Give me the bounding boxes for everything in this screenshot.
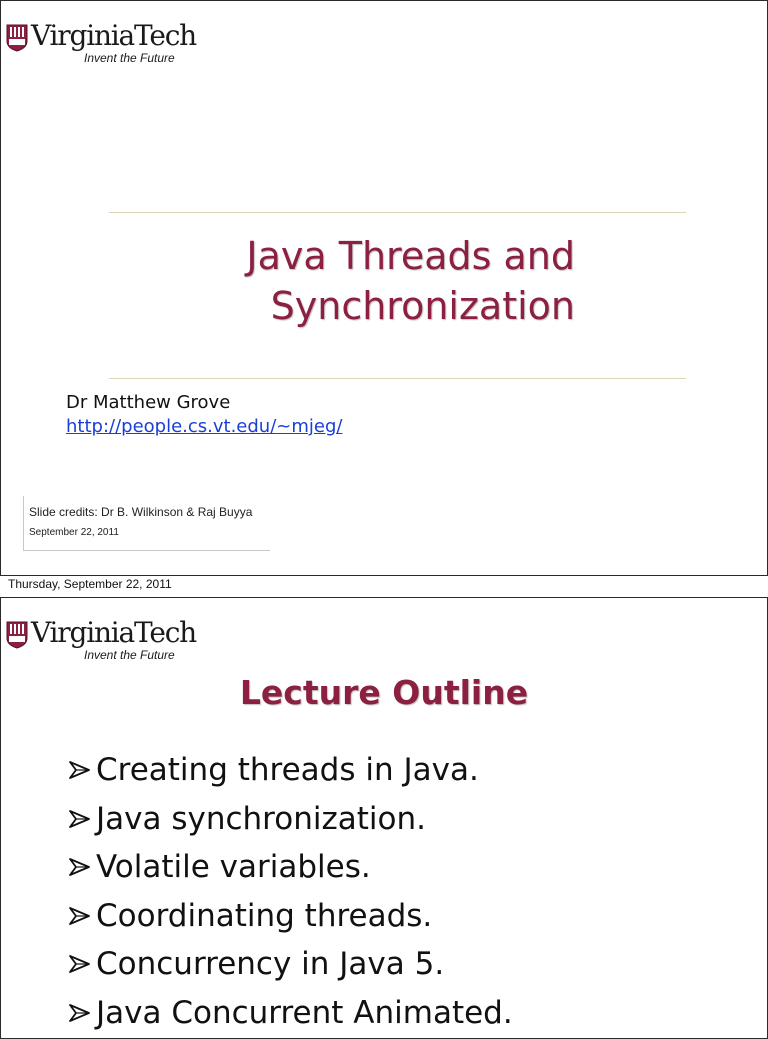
- outline-bullet-list: [67, 746, 513, 1037]
- outline-bullet: [67, 795, 513, 844]
- page-date-caption: Thursday, September 22, 2011: [8, 577, 172, 591]
- slide-credits: Slide credits: Dr B. Wilkinson & Raj Buyya: [29, 505, 253, 519]
- outline-bullet-text: Volatile variables.: [96, 849, 371, 885]
- arrow-bullet-icon: [67, 951, 93, 977]
- outline-bullet-text: Concurrency in Java 5.: [96, 946, 445, 982]
- author-name: Dr Matthew Grove: [66, 392, 231, 413]
- arrow-bullet-icon: [67, 854, 93, 880]
- logo-tagline: Invent the Future: [84, 51, 175, 65]
- arrow-bullet-icon: [67, 1000, 93, 1026]
- virginia-tech-logo: [6, 21, 196, 67]
- credits-box: [23, 496, 270, 551]
- arrow-bullet-icon: [67, 806, 93, 832]
- logo-tagline: Invent the Future: [84, 648, 175, 662]
- logo-wordmark: VirginiaTech: [31, 19, 197, 52]
- author-url-link[interactable]: http://people.cs.vt.edu/~mjeg/: [66, 416, 343, 437]
- slide-date: September 22, 2011: [29, 527, 119, 538]
- title-top-rule: [109, 212, 686, 213]
- title-line-1: Java Threads and: [246, 234, 575, 278]
- shield-icon: [6, 621, 28, 649]
- title-line-2: Synchronization: [270, 284, 575, 328]
- title-bottom-rule: [109, 378, 686, 379]
- outline-bullet-text: Creating threads in Java.: [96, 752, 479, 788]
- outline-bullet: [67, 746, 513, 795]
- outline-bullet-text: Java synchronization.: [96, 800, 426, 837]
- arrow-bullet-icon: [67, 757, 93, 783]
- virginia-tech-logo: [6, 618, 196, 664]
- logo-wordmark: VirginiaTech: [31, 616, 197, 649]
- outline-bullet: [67, 843, 513, 892]
- outline-title: Lecture Outline: [239, 673, 529, 712]
- outline-bullet-text: Java Concurrent Animated.: [96, 994, 513, 1031]
- outline-bullet-text: Coordinating threads.: [96, 897, 433, 934]
- outline-slide: [0, 597, 768, 1039]
- outline-bullet: [67, 989, 513, 1038]
- outline-bullet: [67, 892, 513, 941]
- arrow-bullet-icon: [67, 903, 93, 929]
- outline-bullet: [67, 940, 513, 989]
- slide-title: [151, 231, 611, 331]
- shield-icon: [6, 24, 28, 52]
